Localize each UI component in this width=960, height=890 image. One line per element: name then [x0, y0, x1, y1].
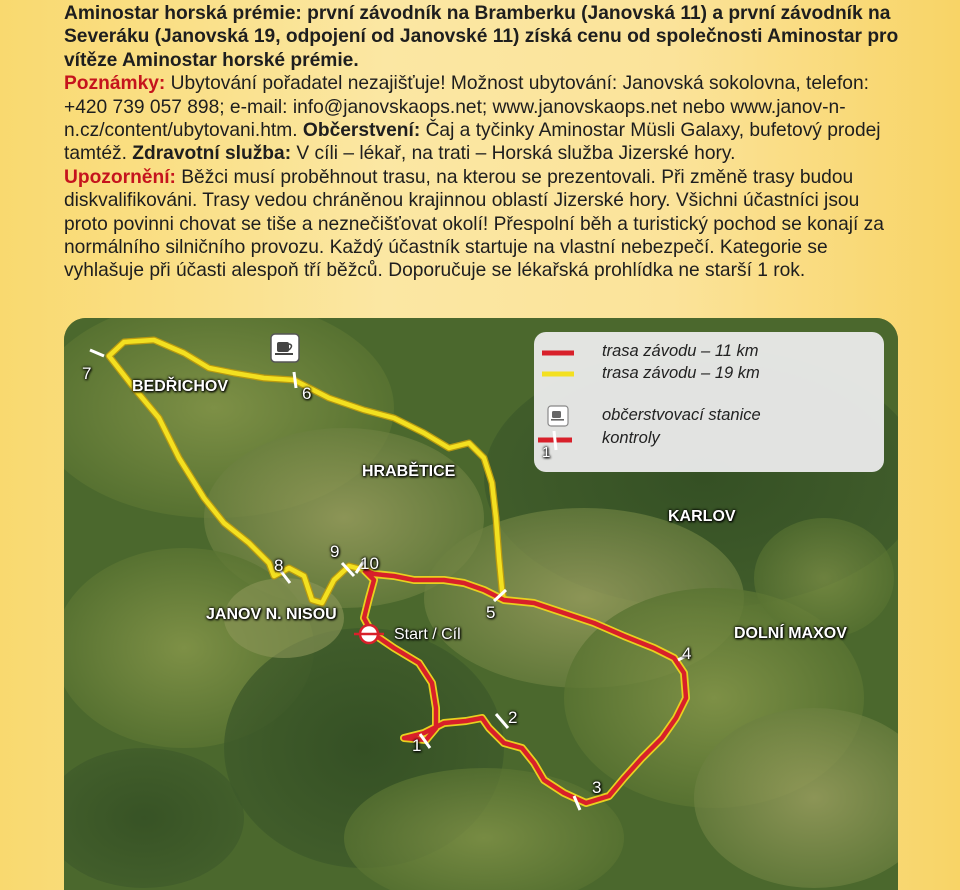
checkpoint-4: 4	[682, 644, 692, 663]
warning-label: Upozornění:	[64, 166, 176, 188]
place-hrabetice: HRABĚTICE	[362, 463, 456, 480]
legend-control: kontroly	[602, 429, 660, 447]
notes-paragraph	[64, 72, 904, 166]
premium-text: Aminostar horská prémie: první závodník na Bramberku (Janovská 11) a první závodník na Severáku (Janovská 19, odpojení od Janovské 11) získá cenu od společnosti Aminostar pro vítěze Aminostar horské prémie.	[64, 3, 899, 71]
premium-paragraph	[64, 2, 904, 72]
legend-route11: trasa závodu – 11 km	[602, 342, 759, 360]
map-legend	[534, 332, 884, 472]
checkpoint-9: 9	[330, 542, 340, 561]
checkpoint-7: 7	[82, 364, 92, 383]
control-mark-6	[294, 372, 296, 388]
health-label: Zdravotní služba:	[132, 143, 292, 165]
checkpoint-2: 2	[508, 708, 518, 727]
checkpoint-8: 8	[274, 556, 284, 575]
legend-control-number: 1	[542, 444, 551, 461]
health-text: V cíli – lékař, na trati – Horská služba Jizerské hory.	[291, 143, 736, 165]
checkpoint-6: 6	[302, 384, 312, 403]
checkpoint-5: 5	[486, 603, 496, 622]
info-text	[64, 2, 904, 283]
route-map	[64, 318, 898, 890]
checkpoint-10: 10	[360, 554, 379, 573]
start-finish-label: Start / Cíl	[394, 626, 461, 643]
place-karlov: KARLOV	[668, 508, 736, 525]
refreshment-station-icon	[271, 334, 299, 362]
notes-label: Poznámky:	[64, 73, 166, 95]
place-janov: JANOV N. NISOU	[206, 606, 337, 623]
warning-paragraph	[64, 166, 904, 283]
notes-text: Ubytování pořadatel nezajišťuje! Možnost ubytování: Janovská sokolovna, telefon: +420 739 057 898; e-mail: info@janovskaops.net; www.janovskaops.net nebo www.janov-n-n.cz/content/ubytovani.htm.	[64, 73, 869, 142]
checkpoint-1: 1	[412, 736, 422, 755]
refresh-label: Občerstvení:	[302, 120, 421, 142]
warning-text: Běžci musí proběhnout trasu, na kterou se prezentovali. Při změně trasy budou diskvalifikováni. Trasy vedou chráněnou krajinnou oblastí Jizerské hory. Všichni účastníci jsou proto povinni chovat se tiše a neznečišťovat okolí! Přespolní běh a turistický pochod se konají za normálního silničního provozu. Každý účastník startuje na vlastní nebezpečí. Kategorie se vyhlašuje při účasti alespoň tří běžců. Doporučuje se lékařská prohlídka ne starší 1 rok.	[64, 166, 884, 282]
place-dolni-maxov: DOLNÍ MAXOV	[734, 625, 847, 642]
place-bedrichov: BEDŘICHOV	[132, 378, 229, 395]
checkpoint-3: 3	[592, 778, 602, 797]
legend-station-icon	[548, 406, 568, 426]
refresh-text: Čaj a tyčinky Aminostar Müsli Galaxy, bufetový prodej tamtéž.	[64, 120, 881, 165]
legend-station: občerstvovací stanice	[602, 406, 761, 424]
legend-route19: trasa závodu – 19 km	[602, 364, 760, 382]
